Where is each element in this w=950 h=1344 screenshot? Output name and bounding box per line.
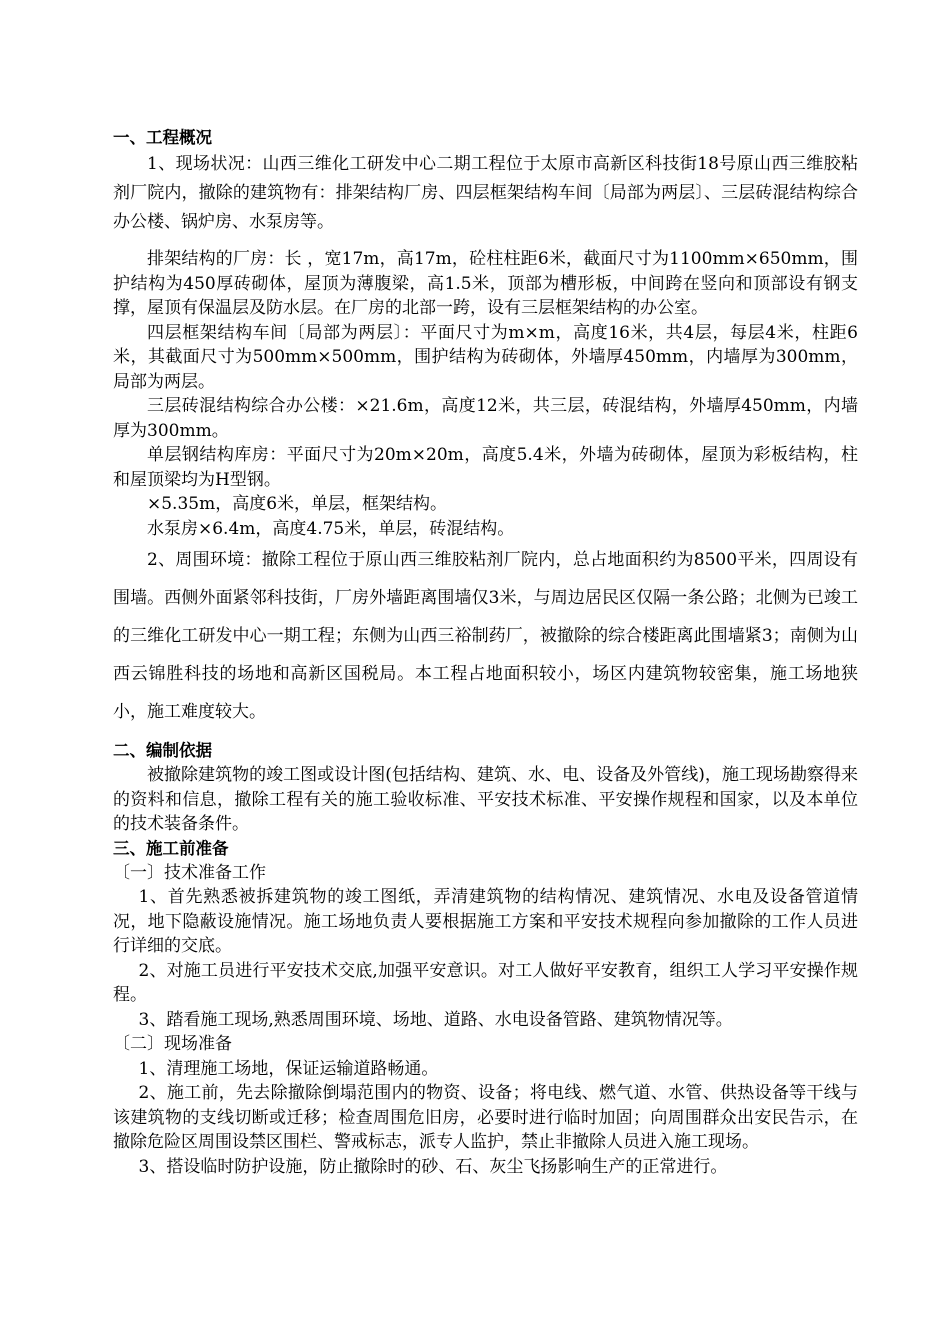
paragraph-site-prep-2: 2、施工前，先去除撤除倒塌范围内的物资、设备；将电线、燃气道、水管、供热设备等干线与该建筑物的支线切断或迁移；检查周围危旧房，必要时进行临时加固；向周围群众出安民告示，在撤除危险区周围设禁区围栏、警戒标志，派专人监护，禁止非撤除人员进入施工现场。: [113, 1083, 858, 1152]
paragraph-tech-prep-2: 2、对施工员进行平安技术交底,加强平安意识。对工人做好平安教育，组织工人学习平安操作规程。: [113, 960, 858, 1005]
section-heading-preparation: 三、施工前准备: [113, 838, 229, 858]
paragraph-site-prep-1: 1、清理施工场地，保证运输道路畅通。: [138, 1058, 439, 1079]
paragraph-tech-prep-1: 1、首先熟悉被拆建筑物的竣工图纸，弄清建筑物的结构情况、建筑情况、水电及设备管道情况，地下隐蔽设施情况。施工场地负责人要根据施工方案和平安技术规程向参加撤除的工作人员进行详细的交底。: [113, 887, 858, 956]
subheading-technical-preparation: 〔一〕技术准备工作: [113, 862, 266, 883]
paragraph-pump-room: 水泵房×6.4m，高度4.75米，单层，砖混结构。: [147, 518, 515, 539]
paragraph-site-status: 1、现场状况：山西三维化工研发中心二期工程位于太原市高新区科技街18号原山西三维胶粘剂厂院内，撤除的建筑物有：排架结构厂房、四层框架结构车间〔局部为两层〕、三层砖混结构综合办公楼、锅炉房、水泵房等。: [113, 154, 858, 232]
document-body: [113, 126, 858, 1179]
paragraph-basis: 被撤除建筑物的竣工图或设计图(包括结构、建筑、水、电、设备及外管线)，施工现场勘察得来的资料和信息，撤除工程有关的施工验收标准、平安技术标准、平安操作规程和国家，以及本单位的技术装备条件。: [113, 765, 858, 834]
paragraph-boiler-room: ×5.35m，高度6米，单层，框架结构。: [147, 494, 448, 514]
paragraph-steel-warehouse: 单层钢结构库房：平面尺寸为20m×20m，高度5.4米，外墙为砖砌体，屋顶为彩板结构，柱和屋顶梁均为H型钢。: [113, 445, 858, 490]
subheading-site-preparation: 〔二〕现场准备: [113, 1034, 232, 1054]
paragraph-tech-prep-3: 3、踏看施工现场,熟悉周围环境、场地、道路、水电设备管路、建筑物情况等。: [138, 1009, 733, 1030]
paragraph-office-building: 三层砖混结构综合办公楼：×21.6m，高度12米，共三层，砖混结构，外墙厚450mm，内墙厚为300mm。: [113, 396, 858, 441]
paragraph-factory-building: 排架结构的厂房：长 ，宽17m，高17m，砼柱柱距6米，截面尺寸为1100mm×650mm，围护结构为450厚砖砌体，屋顶为薄腹梁，高1.5米，顶部为槽形板，中间跨在竖向和顶部设有钢支撑，屋顶有保温层及防水层。在厂房的北部一跨，设有三层框架结构的办公室。: [113, 249, 858, 318]
paragraph-surroundings: 2、周围环境：撤除工程位于原山西三维胶粘剂厂院内，总占地面积约为8500平米，四周设有围墙。西侧外面紧邻科技街，厂房外墙距离围墙仅3米，与周边居民区仅隔一条公路；北侧为已竣工的三维化工研发中心一期工程；东侧为山西三裕制药厂，被撤除的综合楼距离此围墙紧3；南侧为山西云锦胜科技的场地和高新区国税局。本工程占地面积较小，场区内建筑物较密集，施工场地狭小，施工难度较大。: [113, 550, 858, 722]
section-heading-basis: 二、编制依据: [113, 741, 212, 760]
section-heading-overview: 一、工程概况: [113, 128, 212, 147]
paragraph-frame-workshop: 四层框架结构车间〔局部为两层〕：平面尺寸为m×m，高度16米，共4层，每层4米，柱距6米，其截面尺寸为500mm×500mm，围护结构为砖砌体，外墙厚450mm，内墙厚为300mm，局部为两层。: [113, 322, 858, 392]
paragraph-site-prep-3: 3、搭设临时防护设施，防止撤除时的砂、石、灰尘飞扬影响生产的正常进行。: [138, 1156, 728, 1177]
